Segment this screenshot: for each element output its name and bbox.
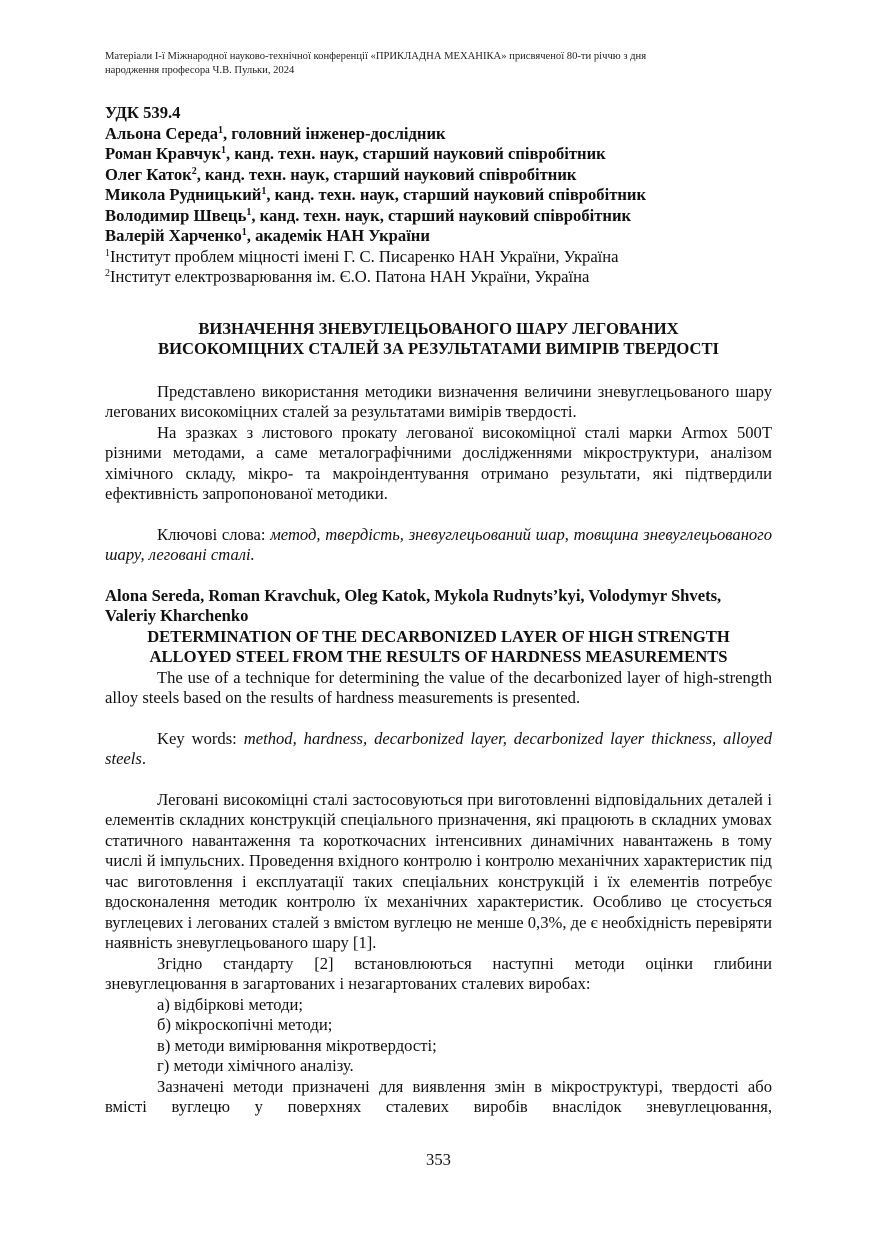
page-content (105, 50, 772, 1118)
author-affiliation-mark: 2 (191, 165, 197, 177)
author-affiliation-mark: 1 (246, 206, 252, 218)
affiliation-line (105, 267, 772, 288)
title-ua-line-1: ВИЗНАЧЕННЯ ЗНЕВУГЛЕЦЬОВАНОГО ШАРУ ЛЕГОВАНИХ (198, 318, 679, 338)
author-name: Володимир Швець (105, 205, 247, 225)
udk-code: УДК 539.4 (105, 103, 181, 122)
author-name: Альона Середа (105, 123, 218, 143)
author-line (105, 226, 772, 247)
abstract-ua-paragraph: На зразках з листового прокату легованої високоміцної сталі марки Armox 500T різними методами, а саме металографічними дослідженнями мікроструктури, аналізом хімічного складу, мікро- та макроіндентування отримано результати, які підтвердили ефективність запропонованої методики. (105, 422, 772, 503)
keywords-en-end: . (141, 749, 147, 768)
page-number: 353 (426, 1150, 451, 1169)
author-name: Валерій Харченко (105, 226, 242, 245)
author-title: , головний інженер-дослідник (223, 123, 446, 143)
author-affiliation-mark: 1 (241, 227, 247, 238)
list-item: в) методи вимірювання мікротвердості; (157, 1035, 437, 1055)
keywords-en-label: Key words: (157, 728, 244, 748)
running-header (105, 50, 772, 77)
running-header-line-2: народження професора Ч.В. Пульки, 2024 (105, 64, 295, 76)
title-en (105, 627, 772, 668)
author-affiliation-mark: 1 (221, 145, 227, 156)
keywords-en (105, 729, 772, 770)
author-affiliation-mark: 1 (218, 124, 223, 136)
keywords-en-text: method, hardness, decarbonized layer, decarbonized layer thickness, alloyed steels (105, 728, 772, 768)
author-name: Микола Рудницький (105, 185, 262, 204)
body-paragraph: Згідно стандарту [2] встановлюються наступні методи оцінки глибини зневуглецювання в загартованих і незагартованих сталевих виробах: (105, 953, 772, 993)
title-en-line-2: ALLOYED STEEL FROM THE RESULTS OF HARDNESS MEASUREMENTS (149, 647, 728, 666)
affiliation-mark: 1 (105, 247, 110, 259)
author-line (105, 206, 772, 227)
methods-list (105, 995, 772, 1077)
keywords-ua-text: метод, твердість, зневуглецьований шар, товщина зневуглецьованого шару, леговані сталі. (105, 524, 772, 564)
affiliation-line (105, 247, 772, 268)
author-line (105, 165, 772, 186)
authors-en: Alona Sereda, Roman Kravchuk, Oleg Katok, Mykola Rudnyts’kyi, Volodymyr Shvets, Valeriy Kharchenko (105, 585, 722, 625)
list-item: г) методи хімічного аналізу. (157, 1056, 354, 1075)
title-ua (105, 319, 772, 360)
author-name: Роман Кравчук (105, 144, 222, 163)
body-paragraph: Леговані високоміцні сталі застосовуються при виготовленні відповідальних деталей і елементів складних конструкцій спеціального призначення, які працюють в складних умовах статичного навантаження та короткочасних інтенсивних динамічних навантажень в тому числі й імпульсних. Проведення вхідного контролю і контролю механічних характеристик під час виготовлення і експлуатації таких спеціальних конструкцій і їх елементів потребує вдосконалення методик контролю їх механічних характеристик. Особливо це стосується вуглецевих і легованих сталей з вмістом вуглецю не менше 0,3%, де є необхідність перевіряти наявність зневуглецьованого шару [1]. (105, 789, 772, 952)
affiliation-text: Інститут електрозварювання ім. Є.О. Патона НАН України, Україна (110, 267, 590, 286)
running-header-line-1: Матеріали І-ї Міжнародної науково-технічної конференції «ПРИКЛАДНА МЕХАНІКА» присвяченої 80-ти річчю з дня (105, 51, 647, 62)
author-title: , академік НАН України (246, 226, 430, 245)
title-en-line-1: DETERMINATION OF THE DECARBONIZED LAYER OF HIGH STRENGTH (147, 626, 730, 646)
title-ua-line-2: ВИСОКОМІЦНИХ СТАЛЕЙ ЗА РЕЗУЛЬТАТАМИ ВИМІРІВ ТВЕРДОСТІ (158, 339, 719, 358)
affiliations (105, 247, 772, 288)
keywords-ua (105, 525, 772, 566)
author-title: , канд. техн. наук, старший науковий співробітник (196, 164, 577, 184)
author-name: Олег Каток (105, 164, 192, 184)
affiliation-mark: 2 (105, 268, 110, 279)
list-item: а) відбіркові методи; (157, 994, 304, 1014)
abstract-ua-paragraph: Представлено використання методики визначення величини зневуглецьованого шару легованих високоміцних сталей за результатами вимірів твердості. (105, 381, 772, 421)
author-title: , канд. техн. наук, старший науковий співробітник (251, 205, 632, 225)
author-line (105, 185, 772, 206)
author-title: , канд. техн. наук, старший науковий співробітник (266, 185, 647, 204)
body-paragraph: Зазначені методи призначені для виявлення змін в мікроструктурі, твердості або вмісті вуглецю у поверхнях сталевих виробів внаслідок зневуглецювання, (105, 1076, 772, 1116)
author-affiliation-mark: 1 (261, 186, 267, 197)
authors-ua (105, 124, 772, 247)
abstract-en: The use of a technique for determining the value of the decarbonized layer of high-strength alloy steels based on the results of hardness measurements is presented. (105, 667, 772, 707)
keywords-ua-label: Ключові слова: (157, 524, 271, 544)
list-item: б) мікроскопічні методи; (157, 1015, 333, 1034)
author-line (105, 144, 772, 165)
author-title: , канд. техн. наук, старший науковий співробітник (226, 144, 606, 163)
affiliation-text: Інститут проблем міцності імені Г. С. Писаренко НАН України, Україна (110, 246, 619, 266)
author-line (105, 124, 772, 145)
